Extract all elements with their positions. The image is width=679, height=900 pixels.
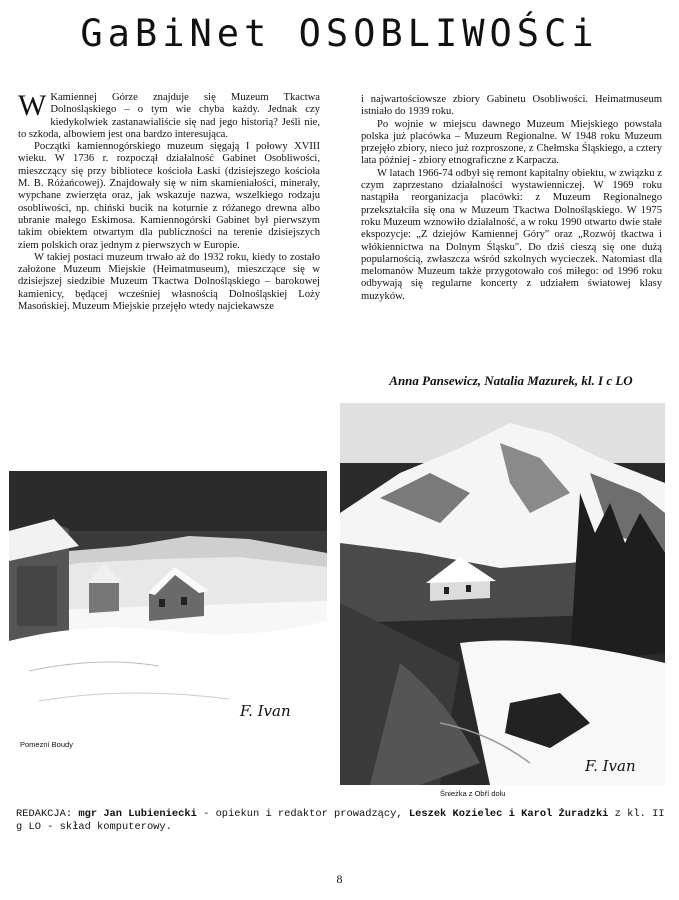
- page-title: GaBiNet OSOBLIWOŚCi: [80, 12, 599, 55]
- illustration-sniezka: [340, 403, 665, 785]
- article-paragraph: W takiej postaci muzeum trwało aż do 1932 roku, kiedy to zostało założone Muzeum Miejskie (Heimatmuseum), mieszczące się w dzisiejszej siedzibie Muzeum Tkactwa Dolnośląskiego – barokowej kamienicy, będącej wcześniej własnością Dolnośląskiej Loży Masońskiej. Muzeum Miejskie przejęło wtedy najciekawsze: [18, 251, 320, 313]
- article-paragraph: i najwartościowsze zbiory Gabinetu Osobliwości. Heimatmuseum istniało do 1939 roku.: [361, 94, 662, 118]
- article-left-column: [18, 89, 320, 313]
- mountain-landscape-illustration: [340, 403, 665, 785]
- typesetter-role: z kl. II g LO - skład komputerowy.: [16, 808, 665, 833]
- article-paragraph: Po wojnie w miejscu dawnego Muzeum Miejskiego powstała polska już placówka – Muzeum Regionalne. W 1948 roku Muzeum przejęło zbiory, nieco już rozproszone, z Chełmska Śląskiego, a cztery lata później - zbiory etnograficzne z Karpacza.: [361, 118, 662, 167]
- artist-signature: F. Ivan: [585, 757, 636, 775]
- editor-role: - opiekun i redaktor prowadzący,: [196, 808, 403, 820]
- article-paragraph: W latach 1966-74 odbył się remont kapitalny obiektu, w związku z czym zaprzestano działalności wystawienniczej. W 1969 roku nastąpiła reorganizacja placówki: z Muzeum Regionalnego przekształciła się ona w Muzeum Tkactwa Dolnośląskiego. W 1975 roku Muzeum wznowiło działalność, a w roku 1990 otwarto dwie stałe ekspozycje: „Z dziejów Kamiennej Góry" oraz „Rozwój tkactwa i włókiennictwa na Dolnym Śląsku". Do dziś cieszą się one dużą popularnością, zwłaszcza wśród szkolnych wycieczek. Natomiast dla melomanów Muzeum także przygotowało coś miłego: od 1996 roku odbywają się regularne koncerty z udziałem światowej klasy muzyków.: [361, 167, 662, 302]
- drop-cap: W: [18, 89, 47, 122]
- typesetter-names: Leszek Kozielec i Karol Żuradzki: [402, 808, 609, 820]
- page-number: 8: [336, 872, 343, 886]
- editorial-label: REDAKCJA:: [16, 808, 73, 820]
- winter-cottage-illustration: [9, 471, 327, 736]
- article-right-column: [361, 94, 662, 303]
- image-caption: Śnieżka z Obří dolu: [440, 789, 506, 798]
- article-paragraph: W Kamiennej Górze znajduje się Muzeum Tkactwa Dolnośląskiego – o tym wie chyba każdy. Jednak czy kiedykolwiek zastanawialiście się nad jego historią? Jeśli nie, to szkoda, albowiem jest ona bardzo interesująca.: [18, 89, 320, 140]
- illustration-pomezni-boudy: [9, 471, 327, 736]
- artist-signature: F. Ivan: [240, 702, 291, 720]
- article-paragraph: Początki kamiennogórskiego muzeum sięgają I połowy XVIII wieku. W 1736 r. rozpoczął działalność Gabinet Osobliwości, mieszczący się przy bibliotece kościoła Łaski (dzisiejszego kościoła M. B. Różańcowej). Znajdowały się w nim skamieniałości, minerały, wypchane zwierzęta oraz, jak wskazuje nazwa, wszelkiego rodzaju osobliwości, np. chiński bucik na koturnie z różanego drewna albo ubranie małego Eskimosa. Kamiennogórski Gabinet był pierwszym takim obiektem otwartym dla publiczności na terenie dzisiejszych ziem polskich oraz jednym z pierwszych w Europie.: [18, 141, 320, 251]
- editorial-credits: [16, 808, 666, 834]
- article-authors: Anna Pansewicz, Natalia Mazurek, kl. I c LO: [389, 373, 633, 388]
- image-caption: Pomezní Boudy: [20, 740, 73, 749]
- editor-name: mgr Jan Lubieniecki: [78, 808, 197, 820]
